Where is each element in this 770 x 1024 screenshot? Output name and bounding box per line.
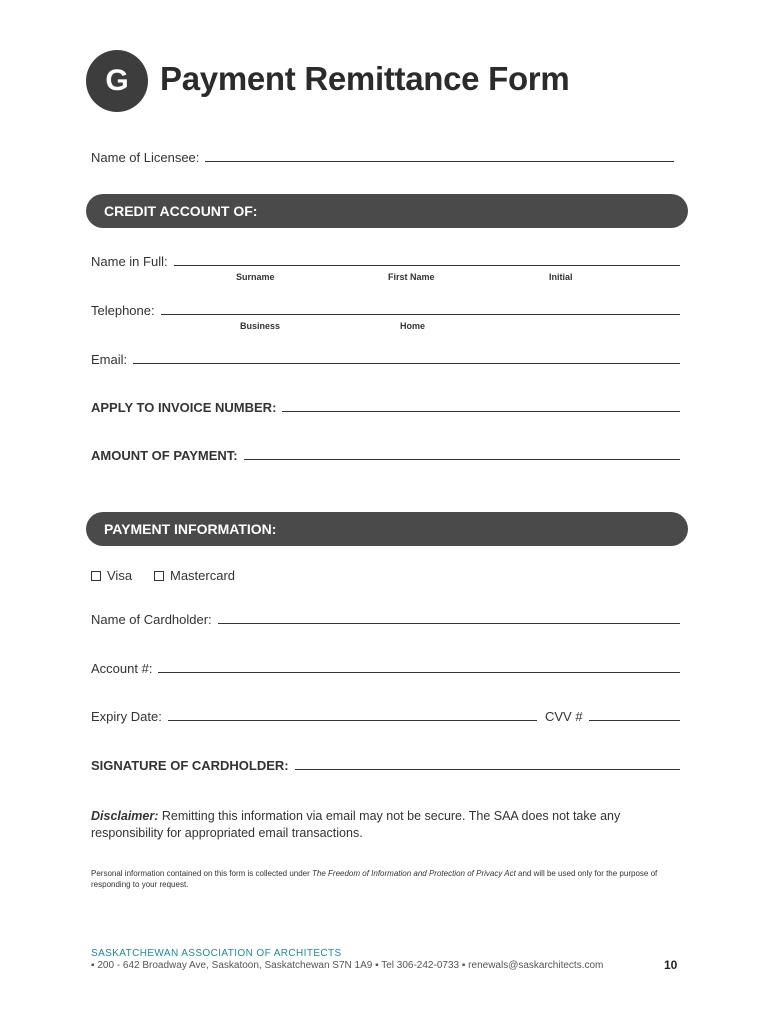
- signature-label: SIGNATURE OF CARDHOLDER:: [91, 758, 289, 773]
- invoice-number-label: APPLY TO INVOICE NUMBER:: [91, 400, 277, 415]
- licensee-field[interactable]: [91, 150, 674, 165]
- invoice-number-input-line[interactable]: [282, 410, 680, 412]
- visa-option[interactable]: [91, 568, 132, 583]
- name-full-field[interactable]: [91, 254, 680, 269]
- footer-address: ▪ 200 - 642 Broadway Ave, Saskatoon, Saskatchewan S7N 1A9 ▪ Tel 306-242-0733 ▪ renewals@saskarchitects.com: [91, 960, 604, 971]
- invoice-number-field[interactable]: [91, 400, 680, 415]
- cvv-label: CVV #: [545, 709, 583, 724]
- payment-information-header: [86, 512, 688, 546]
- cvv-field[interactable]: [545, 709, 680, 724]
- cvv-input-line[interactable]: [589, 719, 680, 721]
- disclaimer-body: Remitting this information via email may not be secure. The SAA does not take any responsibility for appropriated email transactions.: [91, 809, 621, 840]
- cardholder-field[interactable]: [91, 612, 680, 627]
- page-number: 10: [664, 958, 678, 972]
- payment-information-heading: PAYMENT INFORMATION:: [104, 521, 277, 537]
- surname-sublabel: Surname: [236, 272, 275, 282]
- licensee-label: Name of Licensee:: [91, 150, 200, 165]
- signature-input-line[interactable]: [295, 768, 680, 770]
- first-name-sublabel: First Name: [388, 272, 435, 282]
- cardholder-input-line[interactable]: [218, 622, 680, 624]
- disclaimer-lead: Disclaimer:: [91, 809, 159, 823]
- email-input-line[interactable]: [133, 362, 680, 364]
- amount-label: AMOUNT OF PAYMENT:: [91, 448, 238, 463]
- expiry-date-input-line[interactable]: [168, 719, 537, 721]
- business-sublabel: Business: [240, 321, 281, 331]
- name-full-label: Name in Full:: [91, 254, 168, 269]
- licensee-input-line[interactable]: [205, 160, 674, 162]
- page-title: Payment Remittance Form: [160, 60, 570, 97]
- mastercard-label: Mastercard: [170, 568, 236, 583]
- credit-account-header: [86, 194, 688, 228]
- amount-field[interactable]: [91, 448, 680, 463]
- account-number-input-line[interactable]: [158, 671, 680, 673]
- amount-input-line[interactable]: [244, 458, 680, 460]
- mastercard-checkbox[interactable]: [154, 571, 164, 581]
- telephone-label: Telephone:: [91, 303, 155, 318]
- section-badge: [86, 50, 148, 112]
- visa-checkbox[interactable]: [91, 571, 101, 581]
- expiry-date-field[interactable]: [91, 709, 537, 724]
- badge-letter: G: [105, 64, 129, 97]
- disclaimer-text: [91, 808, 687, 842]
- home-sublabel: Home: [400, 321, 426, 331]
- telephone-input-line[interactable]: [161, 313, 680, 315]
- account-number-label: Account #:: [91, 661, 153, 676]
- signature-field[interactable]: [91, 758, 680, 773]
- email-label: Email:: [91, 352, 128, 367]
- initial-sublabel: Initial: [549, 272, 573, 282]
- privacy-pre: Personal information contained on this form is collected under: [91, 869, 313, 878]
- email-field[interactable]: [91, 352, 680, 367]
- privacy-notice: [91, 868, 687, 890]
- expiry-date-label: Expiry Date:: [91, 709, 162, 724]
- privacy-post: and will be used only for the purpose of responding to your request.: [91, 869, 658, 889]
- credit-account-heading: CREDIT ACCOUNT OF:: [104, 203, 258, 219]
- mastercard-option[interactable]: [154, 568, 235, 583]
- visa-label: Visa: [107, 568, 133, 583]
- telephone-field[interactable]: [91, 303, 680, 318]
- cardholder-label: Name of Cardholder:: [91, 612, 212, 627]
- footer-org-name: SASKATCHEWAN ASSOCIATION OF ARCHITECTS: [91, 948, 342, 959]
- privacy-act-name: The Freedom of Information and Protection of Privacy Act: [312, 869, 516, 878]
- account-number-field[interactable]: [91, 661, 680, 676]
- name-full-input-line[interactable]: [174, 264, 680, 266]
